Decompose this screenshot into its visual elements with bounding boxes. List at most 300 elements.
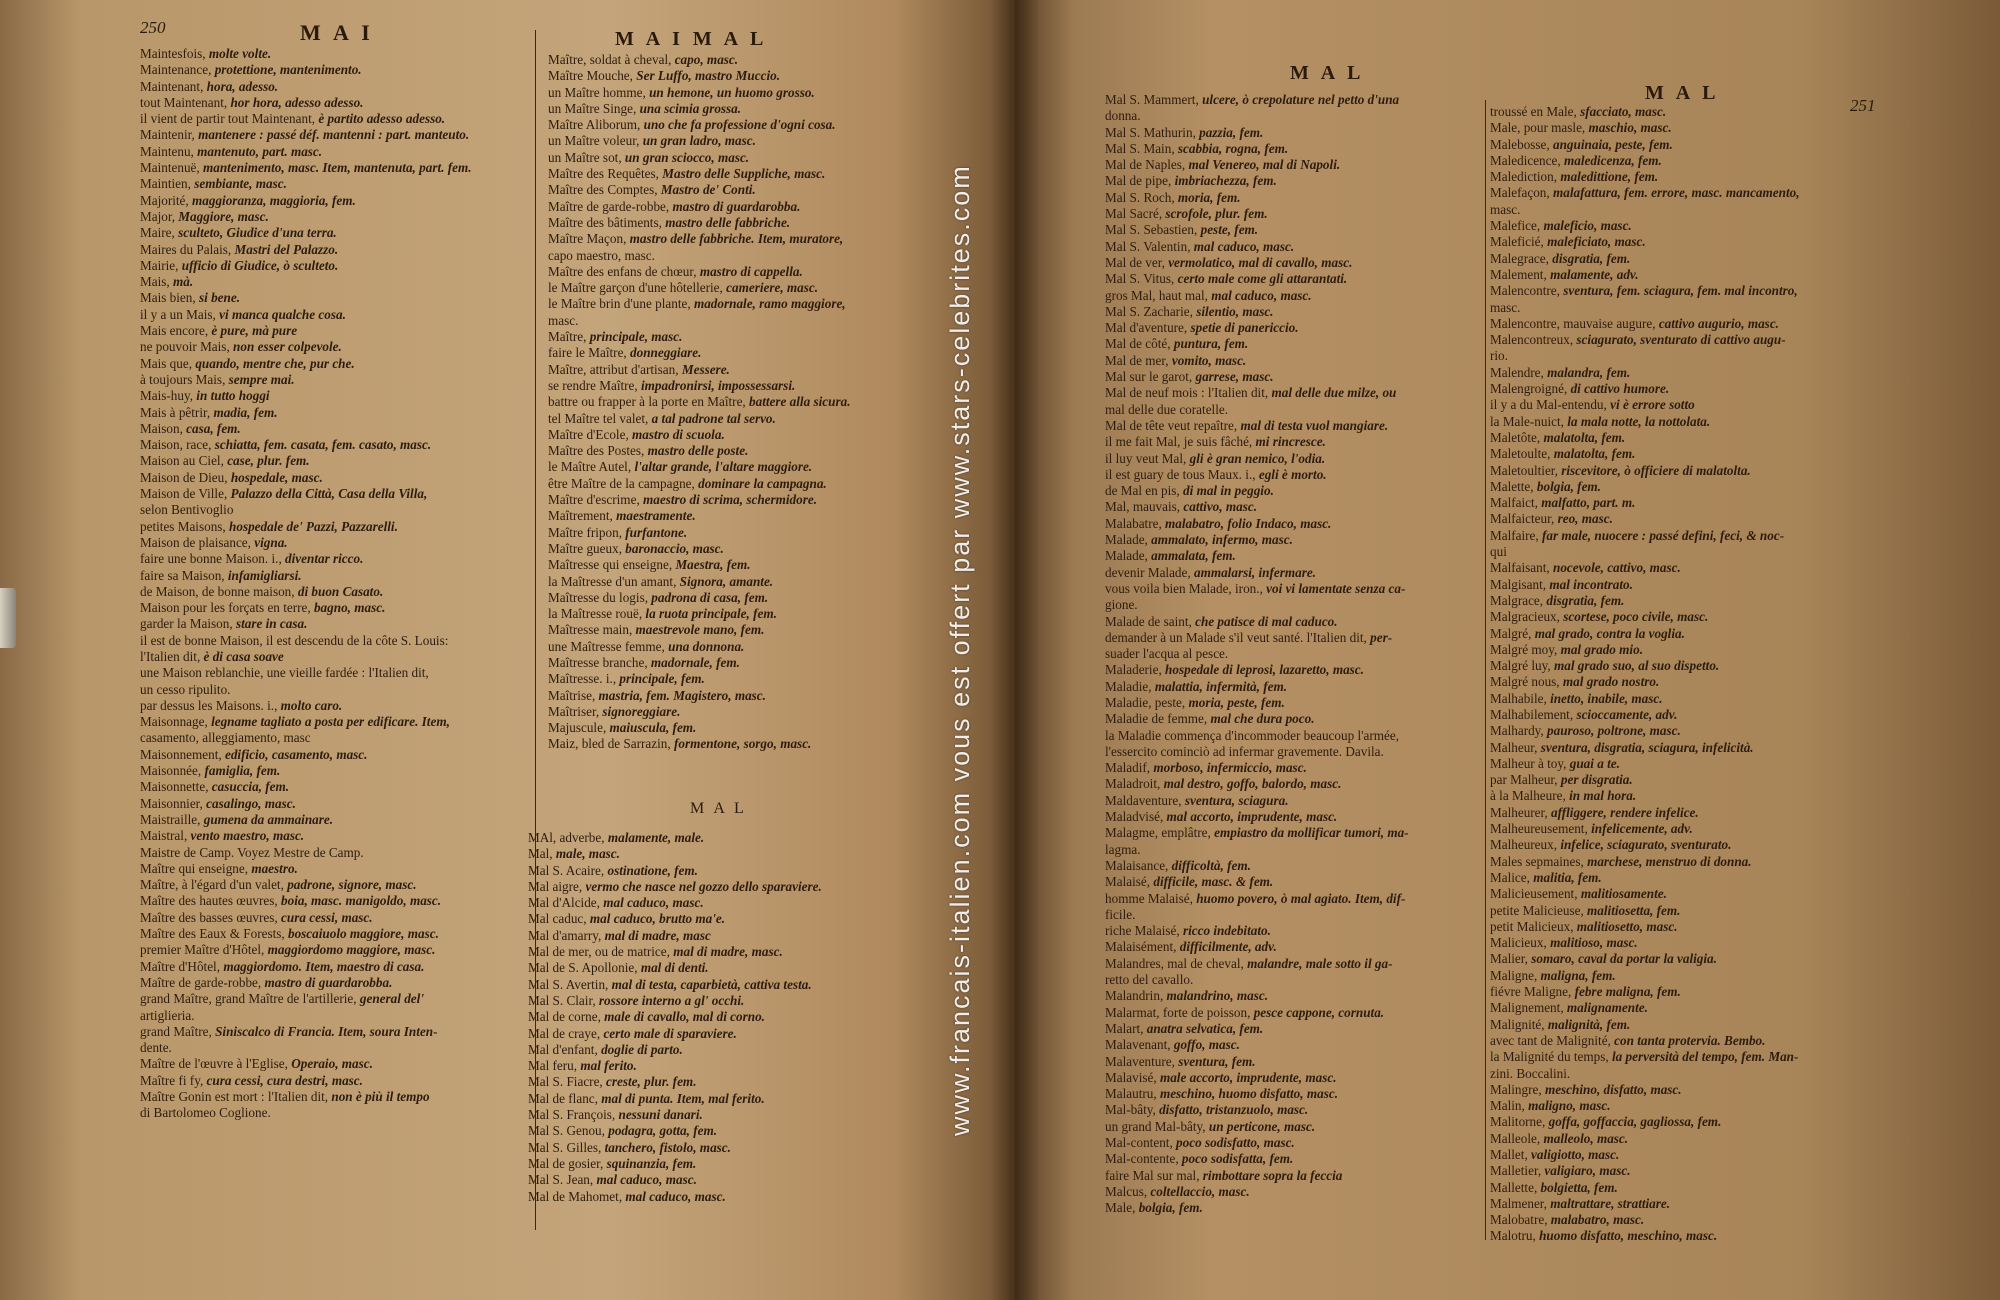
dictionary-entry: Mal S. Clair, rossore interno a gl' occhi. [528,992,745,1008]
entry-headword: Maîtriser [548,703,596,719]
entry-translation: quando, mentre che, pur che. [195,355,355,371]
entry-headword: Mal S. Genou [528,1123,602,1139]
entry-translation: valigiotto, masc. [1531,1147,1620,1162]
entry-headword: Mal S. Clair [528,992,593,1008]
entry-headword: un Maître sot [548,149,619,165]
dictionary-entry: Maladif, morboso, infermiccio, masc. [1105,760,1307,776]
dictionary-entry: grand Maître, Siniscalco di Francia. Item, soura Inten- [140,1023,438,1039]
dictionary-entry: ne pouvoir Mais, non esser colpevole. [140,339,342,355]
entry-headword: Malavisé [1105,1069,1154,1085]
entry-translation: mal di madre, masc. [673,944,783,960]
dictionary-entry: vous voila bien Malade, iron., voi vi lamentate senza ca- [1105,580,1406,596]
entry-translation: anguinaia, peste, fem. [1553,136,1673,152]
entry-headword: Mal de gosier [528,1155,600,1171]
dictionary-entry: Mal de Mahomet, mal caduco, masc. [528,1188,726,1204]
entry-headword: Maître des Eaux & Forests [140,926,282,942]
entry-translation: malatolta, fem. [1543,429,1626,445]
entry-headword: Maître d'Hôtel [140,958,217,974]
entry-translation: affliggere, rendere infelice. [1551,804,1699,820]
entry-translation: per disgratia. [1560,772,1633,788]
entry-translation: maiuscula, fem. [609,720,697,736]
dictionary-entry: Mal de flanc, mal di punta. Item, mal ferito. [528,1090,765,1106]
entry-translation: sventura, fem. [1178,1053,1256,1069]
dictionary-entry: Mal S. Mathurin, pazzia, fem. [1105,124,1264,140]
dictionary-entry: Malhardy, pauroso, poltrone, masc. [1490,723,1681,739]
dictionary-entry: Maintenu, mantenuto, part. masc. [140,143,323,159]
dictionary-entry: Maître Maçon, mastro delle fabbriche. Item, muratore, [548,231,844,247]
dictionary-entry: Maître, attribut d'artisan, Messere. [548,361,730,377]
entry-headword: devenir Malade [1105,564,1188,580]
entry-headword: Mal sur le garot [1105,369,1189,385]
dictionary-entry: Malendre, malandra, fem. [1490,364,1631,380]
entry-translation: legname tagliato a posta per edificare. Item, [211,714,450,730]
entry-translation: hora, adesso. [206,78,279,94]
dictionary-entry: Maisonnette, casuccia, fem. [140,779,290,795]
dictionary-entry: Malette, bolgia, fem. [1490,478,1601,494]
dictionary-entry: Malencontreux, sciagurato, sventurato di cattivo augu- [1490,332,1786,348]
dictionary-entry: faire Mal sur mal, rimbottare sopra la feccia [1105,1167,1343,1183]
dictionary-entry: Maîtresse main, maestrevole mano, fem. [548,622,765,638]
dictionary-entry: Mal Sacré, scrofole, plur. fem. [1105,206,1268,222]
entry-headword: Mal S. Main [1105,140,1172,156]
entry-headword: un grand Mal-bâty [1105,1118,1203,1134]
entry-translation: vento maestro, masc. [190,828,305,844]
entry-translation: infamigliarsi. [227,567,302,583]
entry-headword: Malignité [1490,1016,1542,1032]
entry-translation: ammalato, infermo, masc. [1151,532,1293,548]
dictionary-entry: Maison au Ciel, case, plur. fem. [140,453,310,469]
entry-headword: Mal caduc [528,911,584,927]
dictionary-entry: Malandres, mal de cheval, malandre, male sotto il ga- [1105,955,1393,971]
dictionary-entry: Maîtresse. i., principale, fem. [548,671,705,687]
entry-translation: podagra, gotta, fem. [608,1123,718,1139]
entry-translation: un gran sciocco, masc. [624,149,750,165]
entry-translation: ulcere, ò crepolature nel petto d'una [1202,92,1400,107]
entry-headword: Maladroit [1105,776,1158,792]
dictionary-entry: Mal de mer, ou de matrice, mal di madre, masc. [528,944,783,960]
dictionary-entry: Mal de tête veut repaître, mal di testa vuol mangiare. [1105,417,1389,433]
dictionary-entry: la Maîtresse rouë, la ruota principale, fem. [548,606,777,622]
dictionary-entry: il y a du Mal-entendu, vi è errore sotto [1490,397,1695,413]
entry-headword: tout Maintenant [140,94,224,110]
dictionary-entry: Mais que, quando, mentre che, pur che. [140,355,355,371]
dictionary-entry: Maires du Palais, Mastri del Palazzo. [140,241,339,257]
entry-headword: Maistre de Camp. Voyez Mestre de Camp. [140,844,364,860]
dictionary-entry: Mal d'Alcide, mal caduco, masc. [528,895,704,911]
entry-translation: Siniscalco di Francia. Item, soura Inten- [215,1023,438,1039]
entry-translation: hospedale di leprosi, lazaretto, masc. [1165,662,1364,678]
entry-headword: faire sa Maison [140,567,222,583]
entry-translation: con tanta protervia. Bembo. [1614,1032,1766,1048]
entry-translation: principale, masc. [589,329,683,345]
entry-headword: Malicieusement [1490,886,1575,902]
entry-headword: Malhabile [1490,690,1544,706]
entry-headword: Maintenance [140,62,209,78]
entry-translation: molto caro. [280,697,343,713]
entry-translation: poco sodisfatta, fem. [1181,1151,1294,1167]
dictionary-entry: Maldaventure, sventura, sciagura. [1105,792,1289,808]
entry-headword: il y a du Mal-entendu [1490,397,1604,413]
dictionary-entry: un Maître sot, un gran sciocco, masc. [548,149,750,165]
dictionary-entry: Malfaict, malfatto, part. m. [1490,495,1636,511]
entry-headword: Malandres, mal de cheval [1105,955,1241,971]
entry-headword: Maîtresse main [548,622,629,638]
entry-headword: Mal d'aventure [1105,320,1184,336]
entry-translation: la perversità del tempo, fem. Man- [1611,1049,1799,1065]
entry-translation: di buon Casato. [297,583,384,599]
dictionary-entry: Malin, maligno, masc. [1490,1098,1611,1114]
dictionary-entry: Mal de S. Apollonie, mal di denti. [528,960,709,976]
dictionary-entry: Maison de Ville, Palazzo della Città, Casa della Villa, [140,486,428,502]
entry-headword: premier Maître d'Hôtel [140,942,262,958]
mal-section-heading: M A L [690,800,747,817]
entry-translation: casa, fem. [186,420,241,436]
dictionary-entry [1490,300,1910,316]
dictionary-entry: Malhabilement, scioccamente, adv. [1490,706,1678,722]
entry-headword: Maleficié [1490,234,1541,250]
entry-headword: Mal de mer [1105,352,1166,368]
entry-headword: Mais-huy [140,388,190,404]
entry-headword: Maître d'Ecole [548,426,626,442]
dictionary-entry: Maître Mouche, Ser Luffo, mastro Muccio. [548,68,780,84]
entry-translation: rossore interno a gl' occhi. [598,992,745,1008]
entry-headword: Malegrace [1490,250,1546,266]
entry-headword: Maladvisé [1105,809,1160,825]
dictionary-entry: Maladie, malattia, infermità, fem. [1105,678,1288,694]
entry-headword: Malart [1105,1020,1141,1036]
entry-headword: Malletier [1490,1163,1538,1179]
dictionary-entry: Maintenir, mantenere : passé déf. mantenni : part. manteuto. [140,127,470,143]
entry-headword: avec tant de Malignité [1490,1032,1608,1048]
entry-translation: mal caduco, masc. [1211,287,1312,303]
dictionary-entry: riche Malaisé, ricco indebitato. [1105,923,1271,939]
entry-headword: Maison [140,420,180,436]
dictionary-entry: Malavenant, goffo, masc. [1105,1037,1240,1053]
entry-translation: morboso, infermiccio, masc. [1153,760,1307,776]
dictionary-entry: Malicieux, malitioso, masc. [1490,935,1638,951]
dictionary-entry: Maintenance, protettione, mantenimento. [140,62,362,78]
entry-headword: être Maître de la campagne [548,475,692,491]
entry-translation: mal che dura poco. [1210,711,1315,727]
dictionary-entry [140,1008,525,1024]
entry-translation: mantenimento, masc. Item, mantenuta, part. fem. [203,160,472,176]
entry-translation: furfantone. [625,524,688,540]
entry-headword: Maintenir [140,127,192,143]
dictionary-entry: Mal S. Gilles, tanchero, fistolo, masc. [528,1139,731,1155]
entry-headword: Mal S. Fiacre [528,1074,600,1090]
dictionary-entry: Maladvisé, mal accorto, imprudente, masc. [1105,809,1338,825]
dictionary-entry: Malaventure, sventura, fem. [1105,1053,1256,1069]
dictionary-entry: Malandrin, malandrino, masc. [1105,988,1269,1004]
entry-translation: mastro di cappella. [699,263,803,279]
entry-translation: bolgietta, fem. [1540,1179,1618,1195]
entry-translation: malfatto, part. m. [1541,495,1636,511]
entry-translation: male accorto, imprudente, masc. [1159,1069,1337,1085]
dictionary-entry: Maîtrise, mastria, fem. Magistero, masc. [548,687,766,703]
entry-headword: demander à un Malade s'il veut santé. l'Italien dit [1105,629,1364,645]
entry-translation: schiatta, fem. casata, fem. casato, masc. [214,437,432,453]
dictionary-entry: Mal de côté, puntura, fem. [1105,336,1249,352]
dictionary-entry: Maître, à l'égard d'un valet, padrone, signore, masc. [140,877,417,893]
entry-translation: vi è errore sotto [1610,397,1695,413]
entry-headword: Malheureusement [1490,821,1585,837]
dictionary-entry [1105,108,1495,124]
dictionary-entry: Mal S. Acaire, ostinatione, fem. [528,862,698,878]
entry-headword: selon Bentivoglio [140,502,234,518]
entry-translation: cattivo, masc. [1183,499,1258,515]
entry-translation: madornale, fem. [650,654,740,670]
entry-headword: il luy veut Mal [1105,450,1184,466]
entry-headword: Malagme, emplâtre [1105,825,1208,841]
dictionary-entry: Maintenuë, mantenimento, masc. Item, mantenuta, part. fem. [140,160,472,176]
dictionary-entry: Majuscule, maiuscula, fem. [548,720,697,736]
entry-translation: mantenuto, part. masc. [197,143,323,159]
entry-headword: Malediction [1490,169,1554,185]
entry-translation: imbriachezza, fem. [1174,173,1277,189]
dictionary-entry: Mallet, valigiotto, masc. [1490,1147,1620,1162]
entry-headword: Males sepmaines [1490,853,1581,869]
entry-headword: Maisonnage [140,714,205,730]
dictionary-entry: Maître de l'œuvre à l'Eglise, Operaio, masc. [140,1056,373,1072]
entry-headword: Malencontre, mauvaise augure [1490,315,1653,331]
dictionary-entry: Maire, sculteto, Giudice d'una terra. [140,225,337,241]
dictionary-entry: Malgré, mal grado, contra la voglia. [1490,625,1685,641]
dictionary-entry: Maîtresse branche, madornale, fem. [548,654,740,670]
dictionary-entry: le Maître brin d'une plante, madornale, ramo maggiore, [548,296,846,312]
entry-headword: Malaisément [1105,939,1174,955]
entry-translation: che patisce di mal caduco. [1195,613,1338,629]
entry-translation: pazzia, fem. [1199,124,1264,140]
entry-headword: Mais encore [140,323,205,339]
dictionary-entry: battre ou frapper à la porte en Maître, battere alla sicura. [548,394,851,410]
entry-translation: far male, nuocere : passé defini, feci, & noc- [1542,527,1785,543]
entry-headword: Maître des Requêtes [548,166,656,182]
entry-headword: Malfaicteur [1490,511,1551,527]
entry-headword: Maison pour les forçats en terre [140,600,308,616]
entry-translation: mastro delle poste. [647,443,749,459]
entry-headword: Mal S. Gilles [528,1139,598,1155]
entry-translation: reo, masc. [1557,511,1613,527]
entry-headword: Mal de ver [1105,254,1162,270]
entry-headword: Malengroigné [1490,381,1564,397]
dictionary-entry: Maletoultier, riscevitore, ò officiere di malatolta. [1490,462,1751,478]
entry-translation: mal caduco, masc. [596,1172,697,1188]
entry-headword: Malheureux [1490,837,1554,853]
entry-translation: silentio, masc. [1196,303,1274,319]
entry-translation: male, masc. [555,846,620,862]
entry-headword: Maître Mouche [548,68,630,84]
entry-translation: si bene. [198,290,241,306]
entry-translation: edificio, casamento, masc. [224,746,368,762]
entry-translation: mi rincresce. [1255,434,1326,450]
entry-headword: Maletoultier [1490,462,1555,478]
entry-headword: Maladie de femme [1105,711,1204,727]
entry-headword: Maletôte [1490,429,1537,445]
entry-translation: coltellaccio, masc. [1150,1183,1250,1199]
entry-translation: una donnona. [668,638,745,654]
entry-translation: vermo che nasce nel gozzo dello sparaviere. [585,878,822,894]
entry-headword: Mal, mauvais [1105,499,1177,515]
entry-translation: scabbia, rogna, fem. [1177,140,1289,156]
dictionary-entry: Malfaicteur, reo, masc. [1490,511,1613,527]
entry-headword: il est de bonne Maison, il est descendu de la côte S. Louis: [140,632,449,648]
entry-translation: inetto, inabile, masc. [1550,690,1663,706]
entry-translation: uno che fa professione d'ogni cosa. [643,117,836,133]
entry-translation: un hemone, un huomo grosso. [649,84,815,100]
dictionary-entry: une Maîtresse femme, una donnona. [548,638,745,654]
entry-headword: Maître de l'œuvre à l'Eglise [140,1056,285,1072]
entry-translation: maestrevole mano, fem. [635,622,765,638]
dictionary-entry: Maître qui enseigne, maestro. [140,860,298,876]
entry-headword: Mal aigre [528,878,579,894]
left-folio: 250 [140,18,166,37]
entry-translation: gumena da ammainare. [203,811,334,827]
entry-translation: malignità, fem. [1547,1016,1631,1032]
dictionary-entry: Maletôte, malatolta, fem. [1490,429,1626,445]
entry-translation: malabatro, masc. [1550,1212,1645,1228]
entry-headword: Mais bien [140,290,193,306]
entry-headword: Malicieux [1490,935,1544,951]
entry-headword: Maldaventure [1105,792,1179,808]
dictionary-entry [140,1040,525,1056]
dictionary-entry: Malencontre, mauvaise augure, cattivo augurio, masc. [1490,315,1779,331]
dictionary-entry [140,665,525,681]
entry-translation: maestro. [251,860,298,876]
entry-translation: mal di testa, caparbietà, cattiva testa. [611,976,812,992]
dictionary-entry: un Maître homme, un hemone, un huomo grosso. [548,84,815,100]
entry-translation: un perticone, masc. [1208,1118,1316,1134]
dictionary-entry: Maisonnier, casalingo, masc. [140,795,296,811]
entry-headword: suader l'acqua al pesce. [1105,646,1229,662]
entry-headword: Mal de corne [528,1009,598,1025]
dictionary-entry: Maisonnage, legname tagliato a posta per edificare. Item, [140,714,450,730]
dictionary-entry [1490,348,1910,364]
entry-translation: la ruota principale, fem. [645,606,777,622]
entry-headword: faire le Maître [548,345,624,361]
entry-translation: maligna, fem. [1540,967,1616,983]
entry-translation: casalingo, masc. [206,795,296,811]
entry-translation: sventura, fem. sciagura, fem. mal incontro, [1563,283,1798,299]
dictionary-entry: un Maître Singe, una scimia grossa. [548,100,742,116]
entry-headword: Malgré moy [1490,641,1554,657]
dictionary-entry: demander à un Malade s'il veut santé. l'Italien dit, per- [1105,629,1393,645]
entry-headword: artiglieria. [140,1007,195,1023]
entry-headword: Mal de neuf mois : l'Italien dit [1105,385,1265,401]
entry-headword: Maison au Ciel [140,453,221,469]
dictionary-entry: Male, pour masle, maschio, masc. [1490,120,1672,136]
entry-headword: Maladie [1105,678,1149,694]
entry-headword: par Malheur [1490,772,1555,788]
dictionary-entry: Mal de ver, vermolatico, mal di cavallo, masc. [1105,254,1353,270]
dictionary-entry: Maîtrement, maestramente. [548,508,696,524]
dictionary-entry [140,502,525,518]
dictionary-entry: Maison de Dieu, hospedale, masc. [140,469,323,485]
entry-translation: moria, peste, fem. [1188,694,1285,710]
dictionary-entry: Mairie, ufficio di Giudice, ò sculteto. [140,257,339,273]
entry-headword: Malignement [1490,1000,1561,1016]
entry-translation: ufficio di Giudice, ò sculteto. [181,257,339,273]
entry-headword: un cesso ripulito. [140,681,231,697]
dictionary-entry: Mal S. Jean, mal caduco, masc. [528,1172,697,1188]
dictionary-entry: Maison, casa, fem. [140,420,241,436]
entry-translation: valigiaro, masc. [1544,1163,1631,1179]
entry-headword: Malefaçon [1490,185,1547,201]
entry-translation: empiastro da mollificar tumori, ma- [1214,825,1409,841]
entry-translation: nocevole, cattivo, masc. [1553,560,1681,576]
dictionary-entry: Maladie de femme, mal che dura poco. [1105,711,1315,727]
dictionary-entry: faire le Maître, donneggiare. [548,345,702,361]
dictionary-entry: Maintesfois, molte volte. [140,46,272,61]
entry-translation: di cattivo humore. [1570,381,1670,397]
entry-headword: Maître de garde-robbe [548,198,666,214]
dictionary-entry: Mal S. Roch, moria, fem. [1105,189,1241,205]
entry-translation: rimbottare sopra la feccia [1202,1167,1343,1183]
right-running-head-1: M A L [1290,62,1365,84]
entry-headword: il est guary de tous Maux. i. [1105,466,1253,482]
entry-headword: Malfaisant [1490,560,1547,576]
dictionary-entry: tout Maintenant, hor hora, adesso adesso. [140,94,364,110]
entry-headword: Malotru [1490,1228,1533,1244]
dictionary-entry: Mal, male, masc. [528,846,620,862]
dictionary-entry: premier Maître d'Hôtel, maggiordomo maggiore, masc. [140,942,436,958]
dictionary-entry [1105,907,1495,923]
entry-translation: mal caduco, masc. [625,1188,726,1204]
entry-translation: mal delle due milze, ou [1271,385,1397,401]
entry-headword: Maître fripon [548,524,619,540]
entry-translation: maggioranza, maggioria, fem. [192,192,356,208]
entry-translation: ricco indebitato. [1183,923,1271,939]
entry-translation: è pure, mà pure [211,323,298,339]
entry-translation: guai a te. [1569,755,1620,771]
entry-headword: ne pouvoir Mais [140,339,227,355]
dictionary-entry: Mal S. Fiacre, creste, plur. fem. [528,1074,697,1090]
dictionary-entry: Maligne, maligna, fem. [1490,967,1616,983]
entry-headword: Mal d'Alcide [528,895,597,911]
right-page [1015,0,2000,1300]
entry-translation: mal di denti. [640,960,709,976]
entry-headword: Majorité [140,192,186,208]
dictionary-entry [140,845,525,861]
entry-translation: malabatro, folio Indaco, masc. [1165,515,1332,531]
entry-headword: dente. [140,1040,172,1056]
dictionary-entry: Maître des enfans de chœur, mastro di cappella. [548,263,803,279]
entry-translation: vigna. [254,534,288,550]
dictionary-entry: Mal caduc, mal caduco, brutto ma'e. [528,911,726,927]
entry-headword: Malencontre [1490,283,1557,299]
entry-headword: Maledicence [1490,152,1558,168]
dictionary-entry: la Male-nuict, la mala notte, la nottolata. [1490,413,1711,429]
dictionary-entry [1490,1066,1910,1082]
entry-translation: Mastro de' Conti. [660,182,756,198]
entry-headword: une Maîtresse femme [548,638,662,654]
entry-translation: spetie di panericcio. [1190,320,1299,336]
entry-translation: dominare la campagna. [698,475,827,491]
left-column-2-mal [528,830,928,1205]
dictionary-entry [1105,646,1495,662]
dictionary-entry: Maleficié, maleficiato, masc. [1490,234,1646,250]
dictionary-entry: Mal de Naples, mal Venereo, mal di Napoli. [1105,157,1341,173]
entry-headword: Malgré luy [1490,658,1548,674]
entry-translation: difficoltà, fem. [1171,857,1251,873]
dictionary-entry: Malaisance, difficoltà, fem. [1105,857,1251,873]
dictionary-entry: Maison, race, schiatta, fem. casata, fem. casato, masc. [140,437,432,453]
entry-headword: Maisonnette [140,779,206,795]
dictionary-entry: faire sa Maison, infamigliarsi. [140,567,302,583]
dictionary-entry: Mal de craye, certo male di sparaviere. [528,1025,737,1041]
entry-translation: malatolta, fem. [1553,446,1636,462]
entry-translation: famiglia, fem. [204,763,281,779]
entry-translation: egli è morto. [1258,466,1327,482]
